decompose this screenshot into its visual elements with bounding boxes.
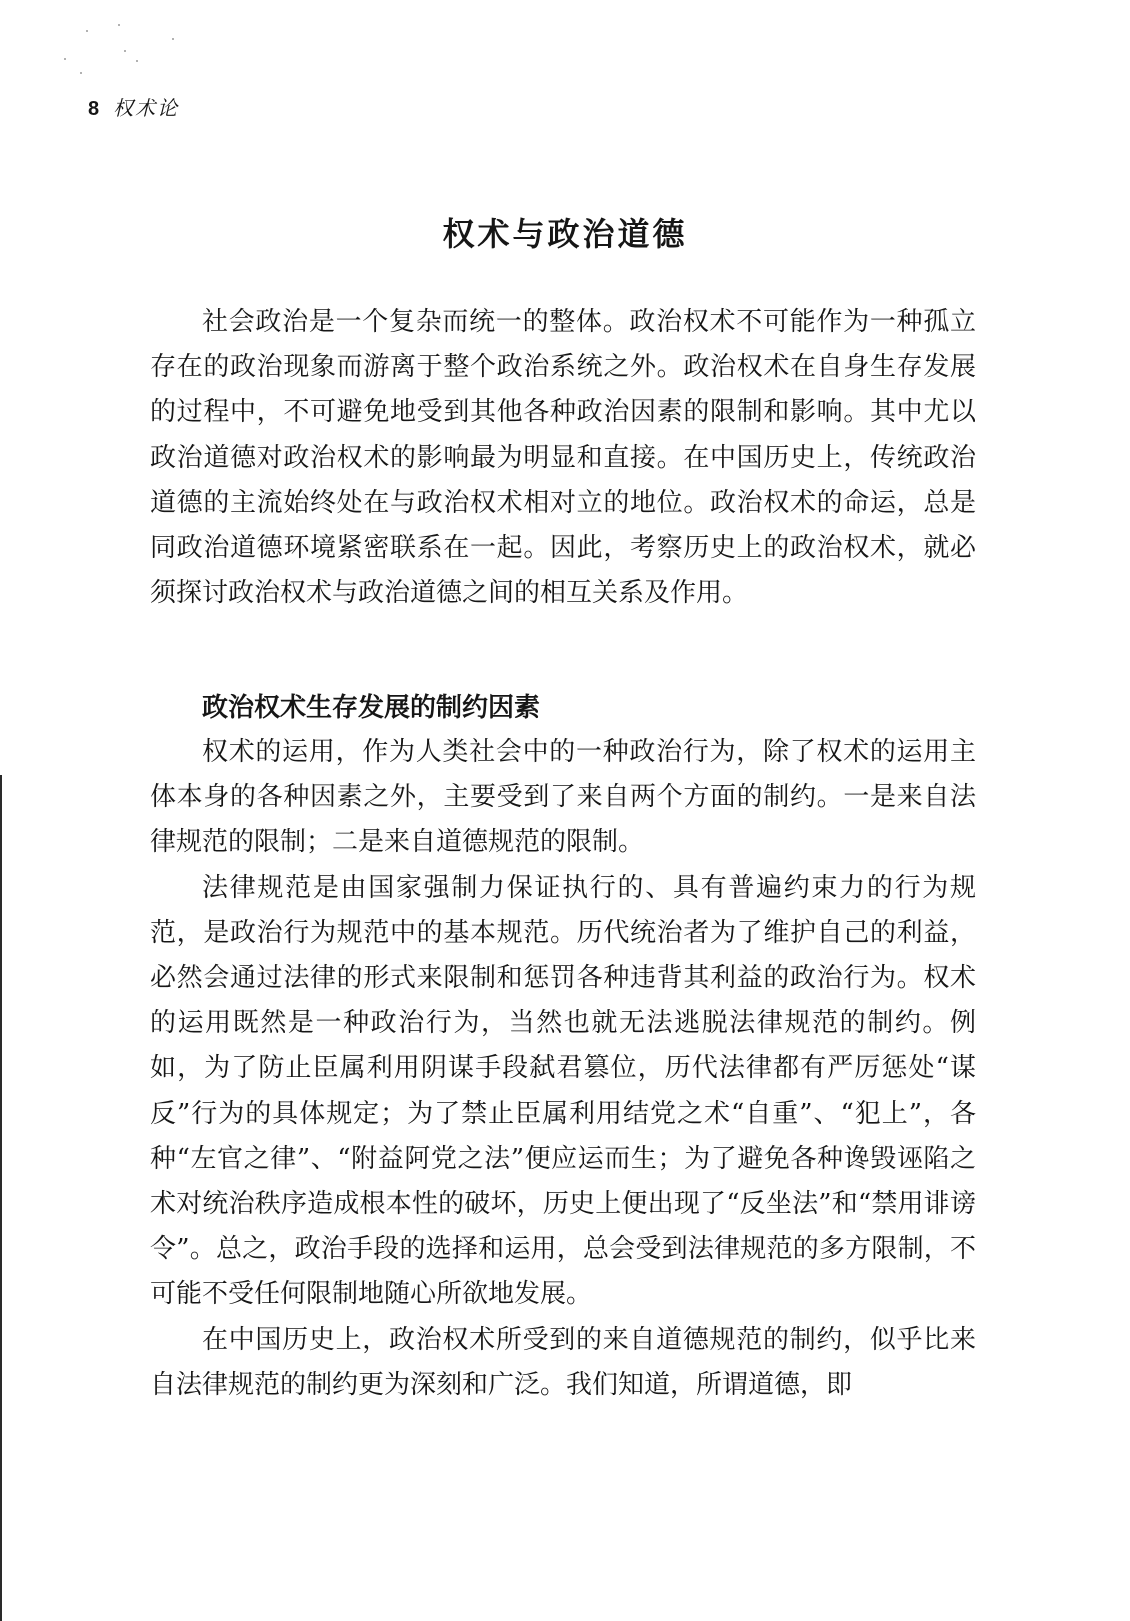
- speck: [118, 24, 120, 26]
- speck: [124, 50, 126, 52]
- section-body: [150, 730, 976, 1408]
- paragraph: 法律规范是由国家强制力保证执行的、具有普遍约束力的行为规范，是政治行为规范中的基本规范。历代统治者为了维护自己的利益，必然会通过法律的形式来限制和惩罚各种违背其利益的政治行为。权术的运用既然是一种政治行为，当然也就无法逃脱法律规范的制约。例如，为了防止臣属利用阴谋手段弑君篡位，历代法律都有严厉惩处“谋反”行为的具体规定；为了禁止臣属利用结党之术“自重”、“犯上”，各种“左官之律”、“附益阿党之法”便应运而生；为了避免各种谗毁诬陷之术对统治秩序造成根本性的破坏，历史上便出现了“反坐法”和“禁用诽谤令”。总之，政治手段的选择和运用，总会受到法律规范的多方限制，不可能不受任何限制地随心所欲地发展。: [150, 872, 976, 1310]
- speck: [172, 38, 174, 40]
- scan-gutter-line: [0, 775, 2, 1621]
- intro-paragraph: 社会政治是一个复杂而统一的整体。政治权术不可能作为一种孤立存在的政治现象而游离于整个政治系统之外。政治权术在自身生存发展的过程中，不可避免地受到其他各种政治因素的限制和影响。其中尤以政治道德对政治权术的影响最为明显和直接。在中国历史上，传统政治道德的主流始终处在与政治权术相对立的地位。政治权术的命运，总是同政治道德环境紧密联系在一起。因此，考察历史上的政治权术，就必须探讨政治权术与政治道德之间的相互关系及作用。: [150, 307, 976, 609]
- speck: [64, 58, 66, 60]
- running-header: [88, 95, 179, 122]
- scan-specks: [60, 20, 180, 80]
- paragraph: 权术的运用，作为人类社会中的一种政治行为，除了权术的运用主体本身的各种因素之外，主要受到了来自两个方面的制约。一是来自法律规范的限制；二是来自道德规范的限制。: [150, 737, 976, 858]
- section-heading: 政治权术生存发展的制约因素: [202, 693, 541, 723]
- intro-text: [150, 300, 976, 616]
- speck: [86, 30, 88, 32]
- paragraph: 在中国历史上，政治权术所受到的来自道德规范的制约，似乎比来自法律规范的制约更为深刻和广泛。我们知道，所谓道德，即: [150, 1324, 976, 1400]
- speck: [80, 72, 82, 74]
- chapter-title: 权术与政治道德: [442, 215, 688, 253]
- running-book-title: 权术论: [113, 96, 180, 120]
- page-number: 8: [88, 98, 100, 120]
- speck: [136, 60, 138, 62]
